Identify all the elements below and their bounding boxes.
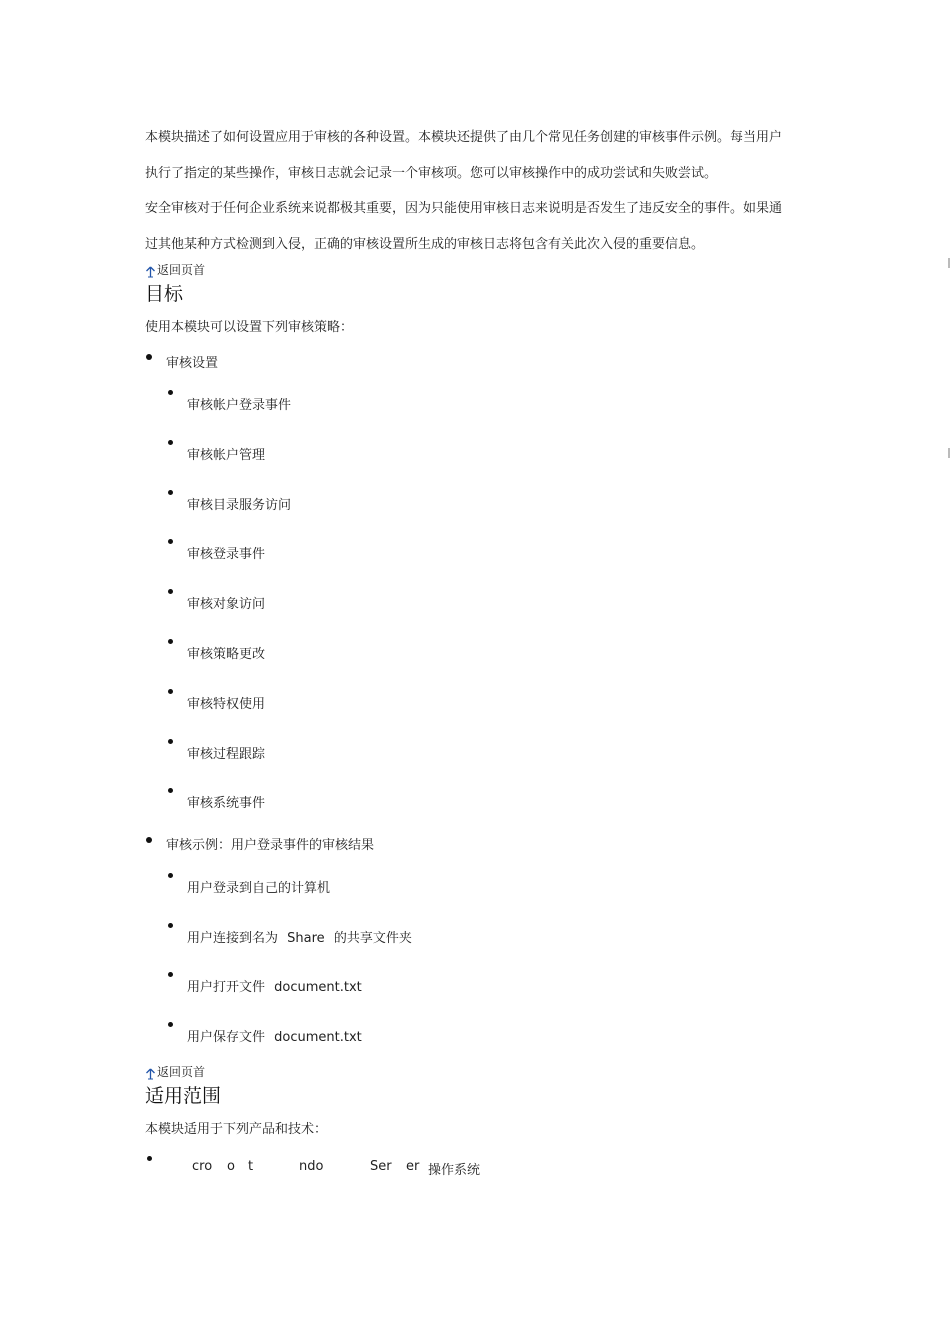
intro-paragraph-line: 过其他某种方式检测到入侵，正确的审核设置所生成的审核日志将包含有关此次入侵的重要信息。	[145, 237, 705, 252]
list-item-text: 的共享文件夹	[333, 931, 412, 946]
list-item	[187, 976, 362, 995]
bullet-icon	[168, 923, 173, 928]
list-item	[187, 1026, 362, 1045]
list-item-text: 用户登录到自己的计算机	[187, 881, 331, 896]
bullet-icon	[168, 739, 173, 744]
bullet-icon	[168, 873, 173, 878]
bullet-icon	[168, 689, 173, 694]
section-heading: 目标	[145, 283, 184, 305]
list-item: 审核设置	[166, 356, 219, 371]
list-item: 审核目录服务访问	[187, 498, 292, 513]
list-item-text: 用户保存文件	[187, 1030, 266, 1045]
list-item: 审核策略更改	[187, 647, 266, 662]
list-item: 审核对象访问	[187, 597, 266, 612]
bullet-icon	[168, 639, 173, 644]
file-name: document.txt	[274, 1030, 362, 1045]
bullet-icon	[168, 1022, 173, 1027]
bullet-icon	[146, 837, 152, 843]
intro-paragraph-line: 执行了指定的某些操作，审核日志就会记录一个审核项。您可以审核操作中的成功尝试和失败尝试。	[145, 166, 718, 181]
back-to-top-label[interactable]: 返回页首	[157, 1065, 206, 1079]
list-item: 审核帐户管理	[187, 448, 266, 463]
list-item	[187, 927, 412, 946]
product-name-fragment: er	[406, 1159, 420, 1174]
product-name-suffix: 操作系统	[428, 1163, 481, 1178]
bullet-icon	[168, 490, 173, 495]
bullet-icon	[168, 539, 173, 544]
bullet-icon	[147, 1156, 152, 1161]
list-item-text: 用户打开文件	[187, 980, 266, 995]
product-name-fragment: Ser	[370, 1159, 392, 1174]
list-item: 审核系统事件	[187, 796, 266, 811]
bullet-icon	[168, 390, 173, 395]
back-to-top-link[interactable]	[145, 1063, 205, 1080]
product-name-fragment: t	[248, 1159, 254, 1174]
bullet-icon	[146, 354, 152, 360]
bullet-icon	[168, 440, 173, 445]
bullet-icon	[168, 589, 173, 594]
section-lead: 本模块适用于下列产品和技术：	[145, 1122, 328, 1137]
list-item-text: 用户连接到名为	[187, 931, 279, 946]
list-item	[187, 877, 330, 896]
folder-name: Share	[287, 931, 325, 946]
intro-paragraph-line: 安全审核对于任何企业系统来说都极其重要，因为只能使用审核日志来说明是否发生了违反安全的事件。如果通	[145, 201, 783, 216]
arrow-up-icon	[145, 266, 156, 278]
back-to-top-label[interactable]: 返回页首	[157, 263, 206, 277]
list-item: 审核过程跟踪	[187, 747, 266, 762]
product-name-fragment: o	[227, 1159, 235, 1174]
list-item: 审核帐户登录事件	[187, 398, 292, 413]
bullet-icon	[168, 788, 173, 793]
product-name-fragment: cro	[192, 1159, 213, 1174]
intro-paragraph-line: 本模块描述了如何设置应用于审核的各种设置。本模块还提供了由几个常见任务创建的审核事件示例。每当用户	[145, 130, 783, 145]
product-name-fragment: ndo	[299, 1159, 324, 1174]
section-lead: 使用本模块可以设置下列审核策略：	[145, 320, 354, 335]
list-item: 审核登录事件	[187, 547, 266, 562]
arrow-up-icon	[145, 1068, 156, 1080]
list-item: 审核示例：用户登录事件的审核结果	[166, 838, 375, 853]
list-item: 审核特权使用	[187, 697, 266, 712]
back-to-top-link[interactable]	[145, 261, 205, 278]
section-heading: 适用范围	[145, 1085, 222, 1107]
file-name: document.txt	[274, 980, 362, 995]
bullet-icon	[168, 972, 173, 977]
